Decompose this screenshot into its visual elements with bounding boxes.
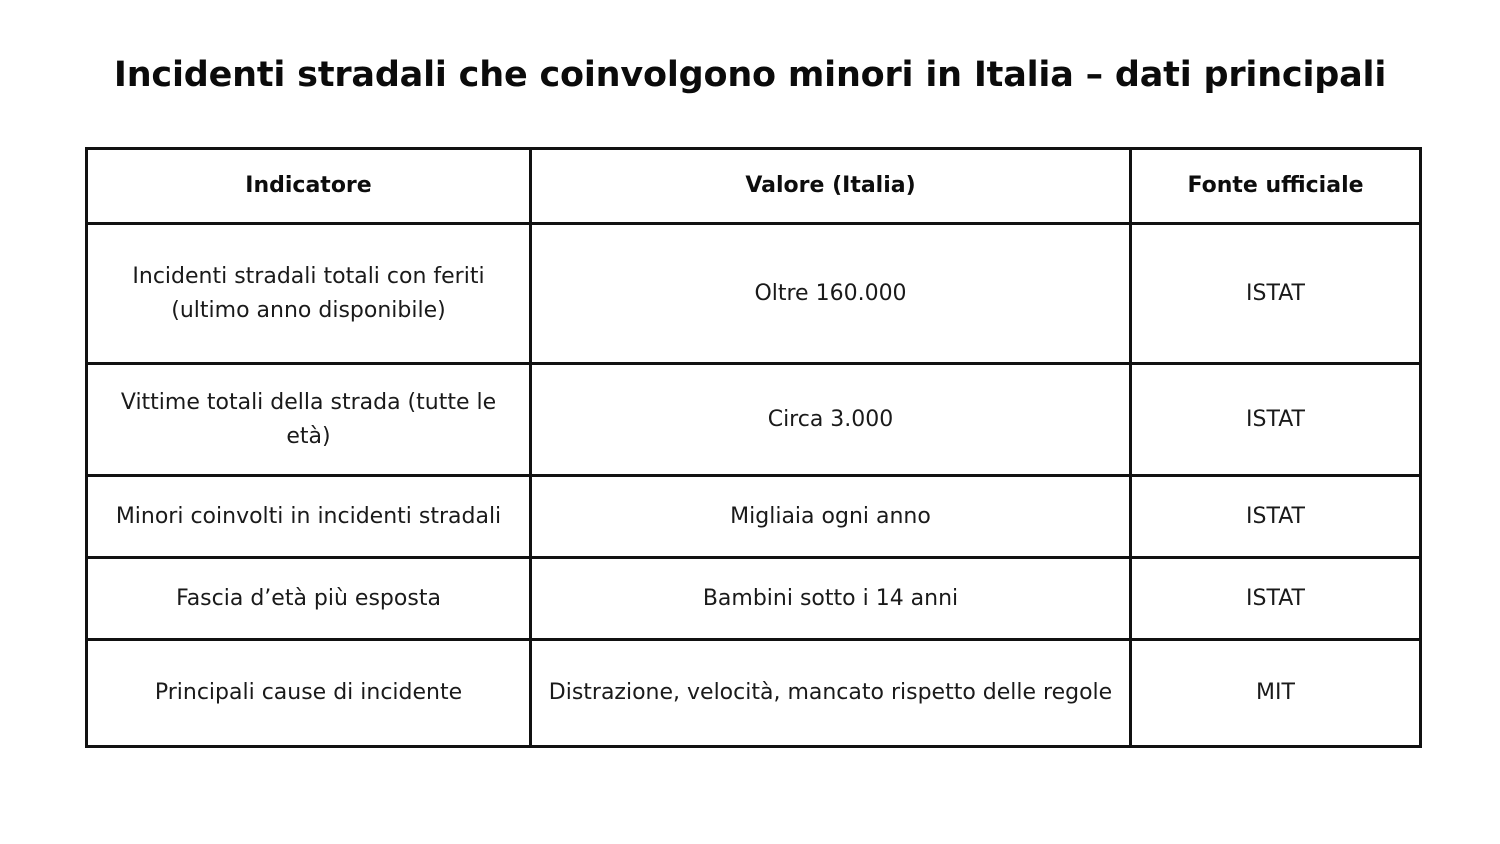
cell-fonte: ISTAT [1131, 224, 1421, 364]
table-row [87, 640, 1421, 747]
cell-fonte: ISTAT [1131, 364, 1421, 476]
table-row [87, 476, 1421, 558]
cell-fonte: ISTAT [1131, 558, 1421, 640]
cell-indicatore: Fascia d’età più esposta [87, 558, 531, 640]
table-row [87, 224, 1421, 364]
table-header-row [87, 149, 1421, 224]
header-valore: Valore (Italia) [531, 149, 1131, 224]
table-row [87, 364, 1421, 476]
cell-indicatore: Vittime totali della strada (tutte le età) [87, 364, 531, 476]
table-row [87, 558, 1421, 640]
header-fonte: Fonte ufficiale [1131, 149, 1421, 224]
page-title: Incidenti stradali che coinvolgono minori in Italia – dati principali [113, 55, 1387, 95]
cell-fonte: MIT [1131, 640, 1421, 747]
cell-valore: Oltre 160.000 [531, 224, 1131, 364]
cell-valore: Circa 3.000 [531, 364, 1131, 476]
cell-indicatore: Incidenti stradali totali con feriti (ultimo anno disponibile) [87, 224, 531, 364]
cell-indicatore: Minori coinvolti in incidenti stradali [87, 476, 531, 558]
header-indicatore: Indicatore [87, 149, 531, 224]
data-table [85, 147, 1422, 748]
cell-valore: Migliaia ogni anno [531, 476, 1131, 558]
cell-valore: Distrazione, velocità, mancato rispetto delle regole [531, 640, 1131, 747]
cell-fonte: ISTAT [1131, 476, 1421, 558]
cell-indicatore: Principali cause di incidente [87, 640, 531, 747]
cell-valore: Bambini sotto i 14 anni [531, 558, 1131, 640]
